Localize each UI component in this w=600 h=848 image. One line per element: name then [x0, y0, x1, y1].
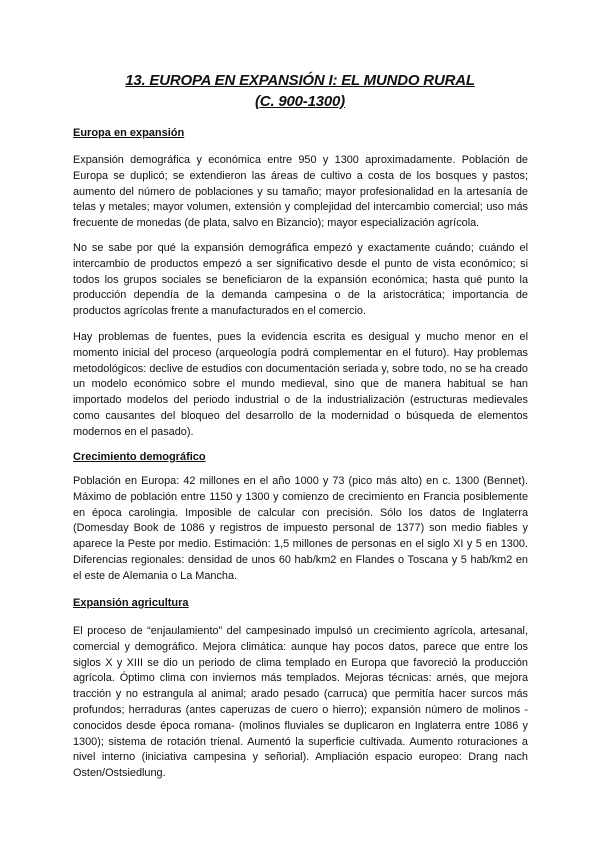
- paragraph: Expansión demográfica y económica entre 950 y 1300 aproximadamente. Población de Europa se duplicó; se extendieron las áreas de cultivo a costa de los bosques y pastos; aumento del número de poblaciones y su tamaño; mayor profesionalidad en la artesanía de telas y metales; mayor volumen, extensión y complejidad del intercambio comercial; uso más frecuente de monedas (de plata, salvo en Bizancio); mayor especialización agrícola.: [73, 154, 528, 230]
- paragraph: Hay problemas de fuentes, pues la evidencia escrita es desigual y mucho menor en el momento inicial del proceso (arqueología podrá complementar en el futuro). Hay problemas metodológicos: declive de estudios con documentación seriada y, sobre todo, no se ha creado un modelo económico sobre el mundo medieval, sino que de manera habitual se han importado modelos del periodo industrial o de la industrialización (estructuras medievales como causantes del bloqueo del desarrollo de la modernidad o búsqueda de elementos modernos en el pasado).: [73, 331, 528, 438]
- paragraph: No se sabe por qué la expansión demográfica empezó y exactamente cuándo; cuándo el intercambio de productos empezó a ser significativo desde el punto de vista económico; si todos los grupos sociales se beneficiaron de la expansión económica; hasta qué punto la producción dependía de la demanda campesina o de la aristocrática; importancia de productos agrícolas frente a manufacturados en el comercio.: [73, 242, 528, 318]
- paragraph: El proceso de “enjaulamiento” del campesinado impulsó un crecimiento agrícola, artesanal, comercial y demográfico. Mejora climática: aunque hay pocos datos, parece que entre los siglos X y XIII se dio un periodo de clima templado en Europa que favoreció la producción agrícola. Óptimo clima con inviernos más templados. Mejoras técnicas: arnés, que mejora tracción y no estrangula al animal; arado pesado (carruca) que permitía hacer surcos más profundos; herraduras (antes caperuzas de cuero o hierro); expansión número de molinos -conocidos desde época romana- (molinos fluviales se duplicaron en Inglaterra entre 1086 y 1300); sistema de rotación trienal. Aumentó la superficie cultivada. Aumento roturaciones a nivel interno (iniciativa campesina y señorial). Ampliación espacio europeo: Drang nach Osten/Ostsiedlung.: [73, 625, 528, 780]
- document-subtitle-dates: (C. 900-1300): [255, 93, 345, 110]
- document-title: 13. EUROPA EN EXPANSIÓN I: EL MUNDO RURAL: [125, 72, 475, 89]
- paragraph: Población en Europa: 42 millones en el año 1000 y 73 (pico más alto) en c. 1300 (Bennet). Máximo de población entre 1150 y 1300 y comienzo de crecimiento en Francia posiblemente en época carolingia. Imposible de calcular con precisión. Sólo los datos de Inglaterra (Domesday Book de 1086 y registros de impuesto personal de 1377) son medio fiables y aparece la Peste por medio. Estimación: 1,5 millones de personas en el siglo XI y 5 en 1300. Diferencias regionales: densidad de unos 60 hab/km2 en Flandes o Toscana y 5 hab/km2 en el este de Alemania o La Mancha.: [73, 475, 528, 582]
- section-heading-crecimiento-demografico: Crecimiento demográfico: [73, 451, 206, 463]
- section-heading-europa-en-expansion: Europa en expansión: [73, 127, 185, 139]
- section-heading-expansion-agricultura: Expansión agricultura: [73, 597, 189, 609]
